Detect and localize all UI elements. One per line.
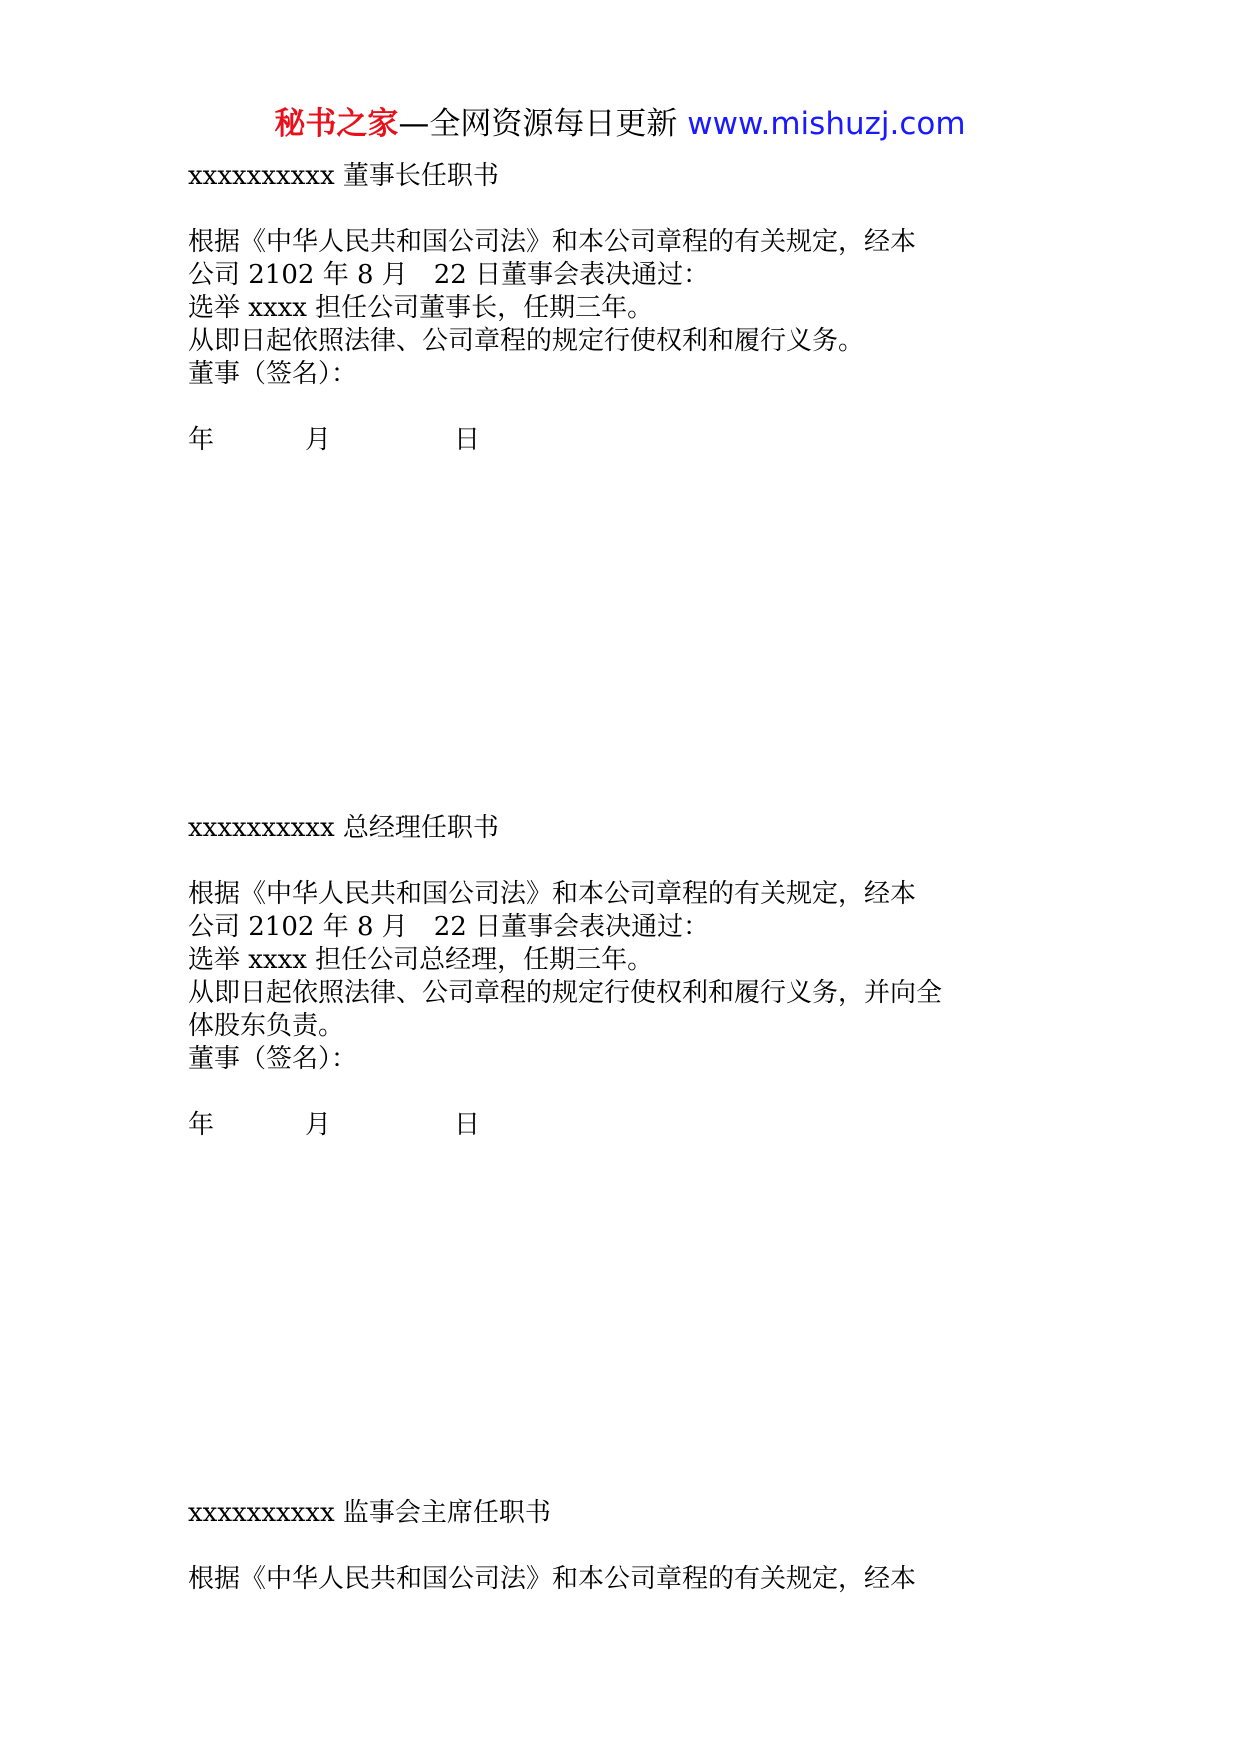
tagline: —全网资源每日更新 [398,106,678,142]
date-month-label: 月 [305,1110,332,1140]
appointment-letter-supervisory-chair [188,1497,1088,1596]
appointment-letter-general-manager [188,812,1088,1142]
header-banner [0,104,1240,144]
body-line: 公司 2102 年 8 月 22 日董事会表决通过： [188,912,710,942]
body-line: 选举 xxxx 担任公司董事长，任期三年。 [188,293,654,323]
body-line: 根据《中华人民共和国公司法》和本公司章程的有关规定，经本 [188,1564,917,1594]
body-line: 选举 xxxx 担任公司总经理，任期三年。 [188,945,654,975]
brand-name: 秘书之家 [274,106,399,142]
body-line: 体股东负责。 [188,1011,345,1041]
spacer [188,1076,1088,1109]
letter-title: xxxxxxxxxx 监事会主席任职书 [188,1498,551,1528]
body-line: 从即日起依照法律、公司章程的规定行使权利和履行义务，并向全 [188,978,943,1008]
site-url-link[interactable]: www.mishuzj.com [687,106,966,142]
date-line [188,1109,1088,1142]
letter-title: xxxxxxxxxx 董事长任职书 [188,161,499,191]
date-year-label: 年 [188,1110,215,1140]
body-line: 从即日起依照法律、公司章程的规定行使权利和履行义务。 [188,326,865,356]
body-line: 根据《中华人民共和国公司法》和本公司章程的有关规定，经本 [188,879,917,909]
body-line: 公司 2102 年 8 月 22 日董事会表决通过： [188,260,710,290]
body-line: 根据《中华人民共和国公司法》和本公司章程的有关规定，经本 [188,227,917,257]
date-day-label: 日 [454,425,481,455]
spacer [188,391,1088,424]
signature-label: 董事（签名）： [188,1044,358,1074]
date-day-label: 日 [454,1110,481,1140]
appointment-letter-chairman [188,160,1088,457]
letter-title: xxxxxxxxxx 总经理任职书 [188,813,499,843]
signature-label: 董事（签名）： [188,359,358,389]
date-line [188,424,1088,457]
date-year-label: 年 [188,425,215,455]
date-month-label: 月 [305,425,332,455]
